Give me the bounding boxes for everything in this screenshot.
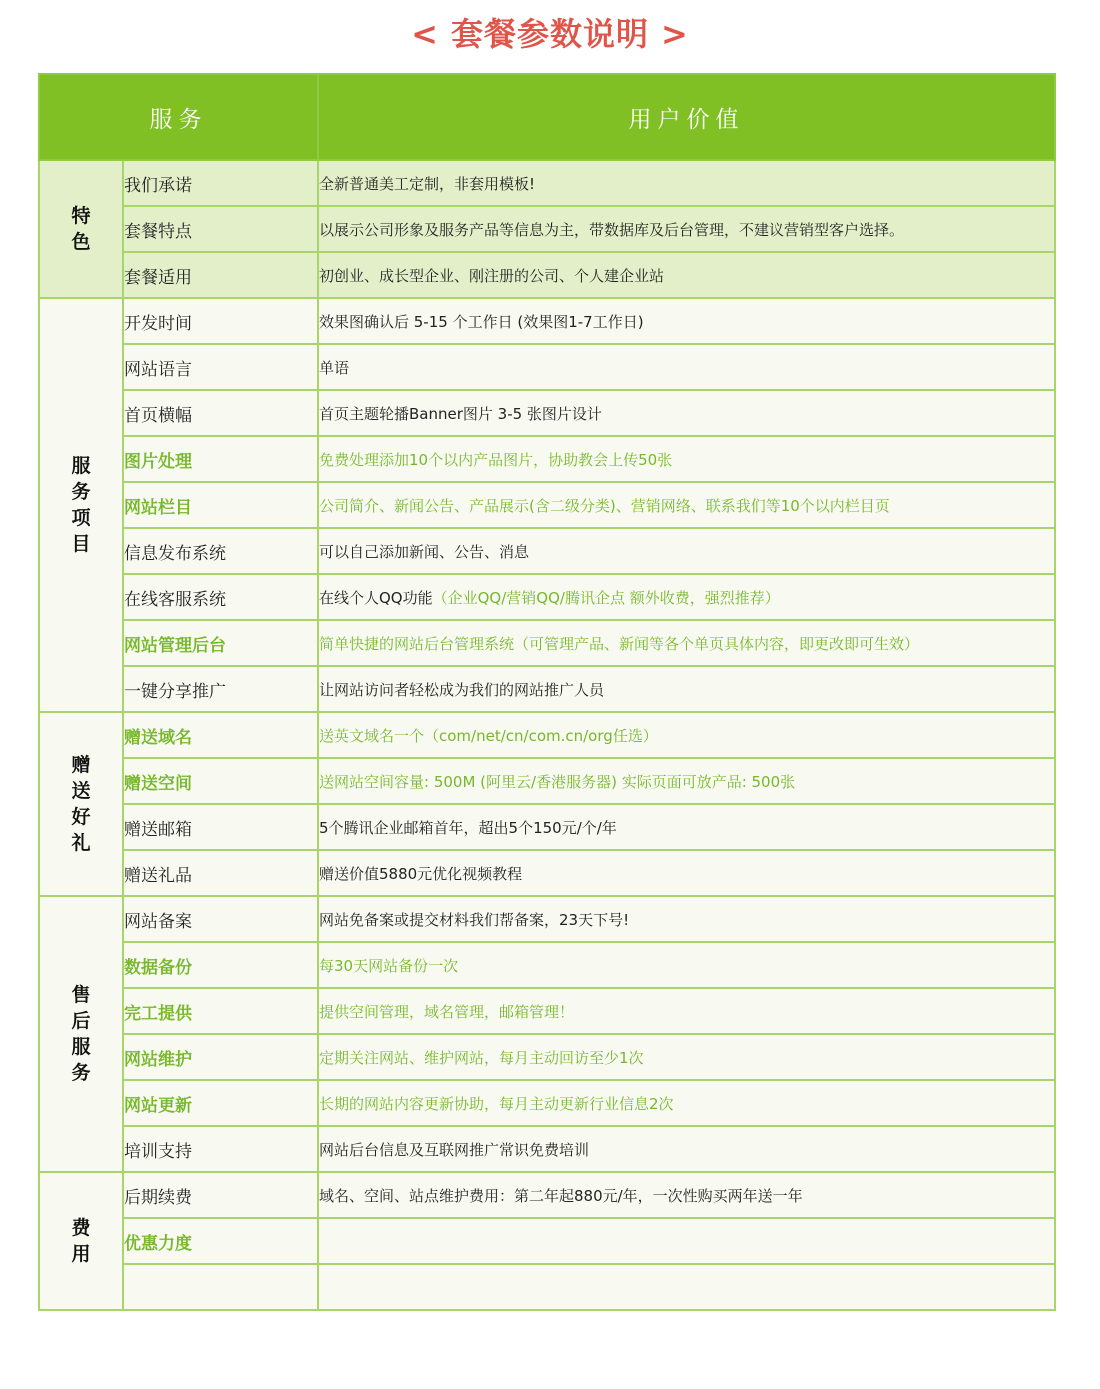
item-label: [123, 1264, 318, 1310]
table-row: [39, 160, 1055, 206]
item-label: 赠送空间: [123, 758, 318, 804]
table-row: [39, 528, 1055, 574]
item-value: 网站免备案或提交材料我们帮备案，23天下号!: [318, 896, 1055, 942]
left-arrow-icon: <: [411, 15, 439, 53]
item-label: 优惠力度: [123, 1218, 318, 1264]
item-label: 套餐特点: [123, 206, 318, 252]
item-value: 5个腾讯企业邮箱首年，超出5个150元/个/年: [318, 804, 1055, 850]
item-value: 每30天网站备份一次: [318, 942, 1055, 988]
item-value: 全新普通美工定制，非套用模板!: [318, 160, 1055, 206]
item-label: 首页横幅: [123, 390, 318, 436]
item-value: 单语: [318, 344, 1055, 390]
table-row: [39, 206, 1055, 252]
item-value-text: 在线个人QQ功能: [319, 588, 433, 607]
header-user-value: 用户价值: [318, 74, 1055, 160]
item-value: 效果图确认后 5-15 个工作日 (效果图1-7工作日): [318, 298, 1055, 344]
item-value: [318, 1264, 1055, 1310]
item-value: [318, 1218, 1055, 1264]
table-row: [39, 298, 1055, 344]
item-value: 网站后台信息及互联网推广常识免费培训: [318, 1126, 1055, 1172]
item-label: 数据备份: [123, 942, 318, 988]
group-label-features: 特色: [39, 160, 123, 298]
item-label: 网站栏目: [123, 482, 318, 528]
table-row: [39, 390, 1055, 436]
item-label: 网站更新: [123, 1080, 318, 1126]
item-label: 一键分享推广: [123, 666, 318, 712]
item-value: 初创业、成长型企业、刚注册的公司、个人建企业站: [318, 252, 1055, 298]
table-row: [39, 988, 1055, 1034]
table-row: [39, 482, 1055, 528]
table-row: [39, 252, 1055, 298]
table-row: [39, 942, 1055, 988]
table-row: [39, 896, 1055, 942]
item-value: 长期的网站内容更新协助，每月主动更新行业信息2次: [318, 1080, 1055, 1126]
item-label: 信息发布系统: [123, 528, 318, 574]
item-value-accent: （企业QQ/营销QQ/腾讯企点 额外收费，强烈推荐）: [432, 588, 780, 607]
table-row: [39, 1080, 1055, 1126]
table-row: [39, 712, 1055, 758]
item-label: 开发时间: [123, 298, 318, 344]
table-row: [39, 758, 1055, 804]
table-row: [39, 850, 1055, 896]
item-value: 送网站空间容量: 500M (阿里云/香港服务器) 实际页面可放产品: 500张: [318, 758, 1055, 804]
item-label: 在线客服系统: [123, 574, 318, 620]
table-row: [39, 344, 1055, 390]
item-label: 赠送礼品: [123, 850, 318, 896]
item-label: 培训支持: [123, 1126, 318, 1172]
table-row: [39, 666, 1055, 712]
item-label: 赠送域名: [123, 712, 318, 758]
item-value: 提供空间管理，域名管理，邮箱管理！: [318, 988, 1055, 1034]
item-label: 网站备案: [123, 896, 318, 942]
item-value: 简单快捷的网站后台管理系统（可管理产品、新闻等各个单页具体内容，即更改即可生效）: [318, 620, 1055, 666]
package-parameters-table: [38, 73, 1056, 1311]
item-label: 完工提供: [123, 988, 318, 1034]
header-service: 服务: [39, 74, 318, 160]
table-row: [39, 804, 1055, 850]
table-row: [39, 1126, 1055, 1172]
table-row-empty: [39, 1264, 1055, 1310]
item-value: 可以自己添加新闻、公告、消息: [318, 528, 1055, 574]
item-label: 网站管理后台: [123, 620, 318, 666]
table-row: [39, 1172, 1055, 1218]
item-value: 让网站访问者轻松成为我们的网站推广人员: [318, 666, 1055, 712]
item-value: [318, 574, 1055, 620]
group-label-after-sales: 售后服务: [39, 896, 123, 1172]
table-row: [39, 1218, 1055, 1264]
page-title-text: 套餐参数说明: [450, 15, 649, 53]
item-value: 送英文域名一个（com/net/cn/com.cn/org任选）: [318, 712, 1055, 758]
table-row: [39, 1034, 1055, 1080]
item-label: 套餐适用: [123, 252, 318, 298]
item-value: 免费处理添加10个以内产品图片，协助教会上传50张: [318, 436, 1055, 482]
table-row: [39, 620, 1055, 666]
item-value: 赠送价值5880元优化视频教程: [318, 850, 1055, 896]
item-label: 网站维护: [123, 1034, 318, 1080]
item-value: 定期关注网站、维护网站，每月主动回访至少1次: [318, 1034, 1055, 1080]
item-label: 网站语言: [123, 344, 318, 390]
page-title: [0, 12, 1100, 56]
item-label: 我们承诺: [123, 160, 318, 206]
group-label-gifts: 赠送好礼: [39, 712, 123, 896]
item-label: 后期续费: [123, 1172, 318, 1218]
group-label-service-items: 服务项目: [39, 298, 123, 712]
table-header-row: [39, 74, 1055, 160]
group-label-fees: 费用: [39, 1172, 123, 1310]
table-row: [39, 574, 1055, 620]
table-row: [39, 436, 1055, 482]
right-arrow-icon: >: [661, 15, 689, 53]
item-label: 赠送邮箱: [123, 804, 318, 850]
item-value: 首页主题轮播Banner图片 3-5 张图片设计: [318, 390, 1055, 436]
item-value: 以展示公司形象及服务产品等信息为主，带数据库及后台管理，不建议营销型客户选择。: [318, 206, 1055, 252]
item-label: 图片处理: [123, 436, 318, 482]
item-value: 域名、空间、站点维护费用：第二年起880元/年，一次性购买两年送一年: [318, 1172, 1055, 1218]
item-value: 公司简介、新闻公告、产品展示(含二级分类)、营销网络、联系我们等10个以内栏目页: [318, 482, 1055, 528]
